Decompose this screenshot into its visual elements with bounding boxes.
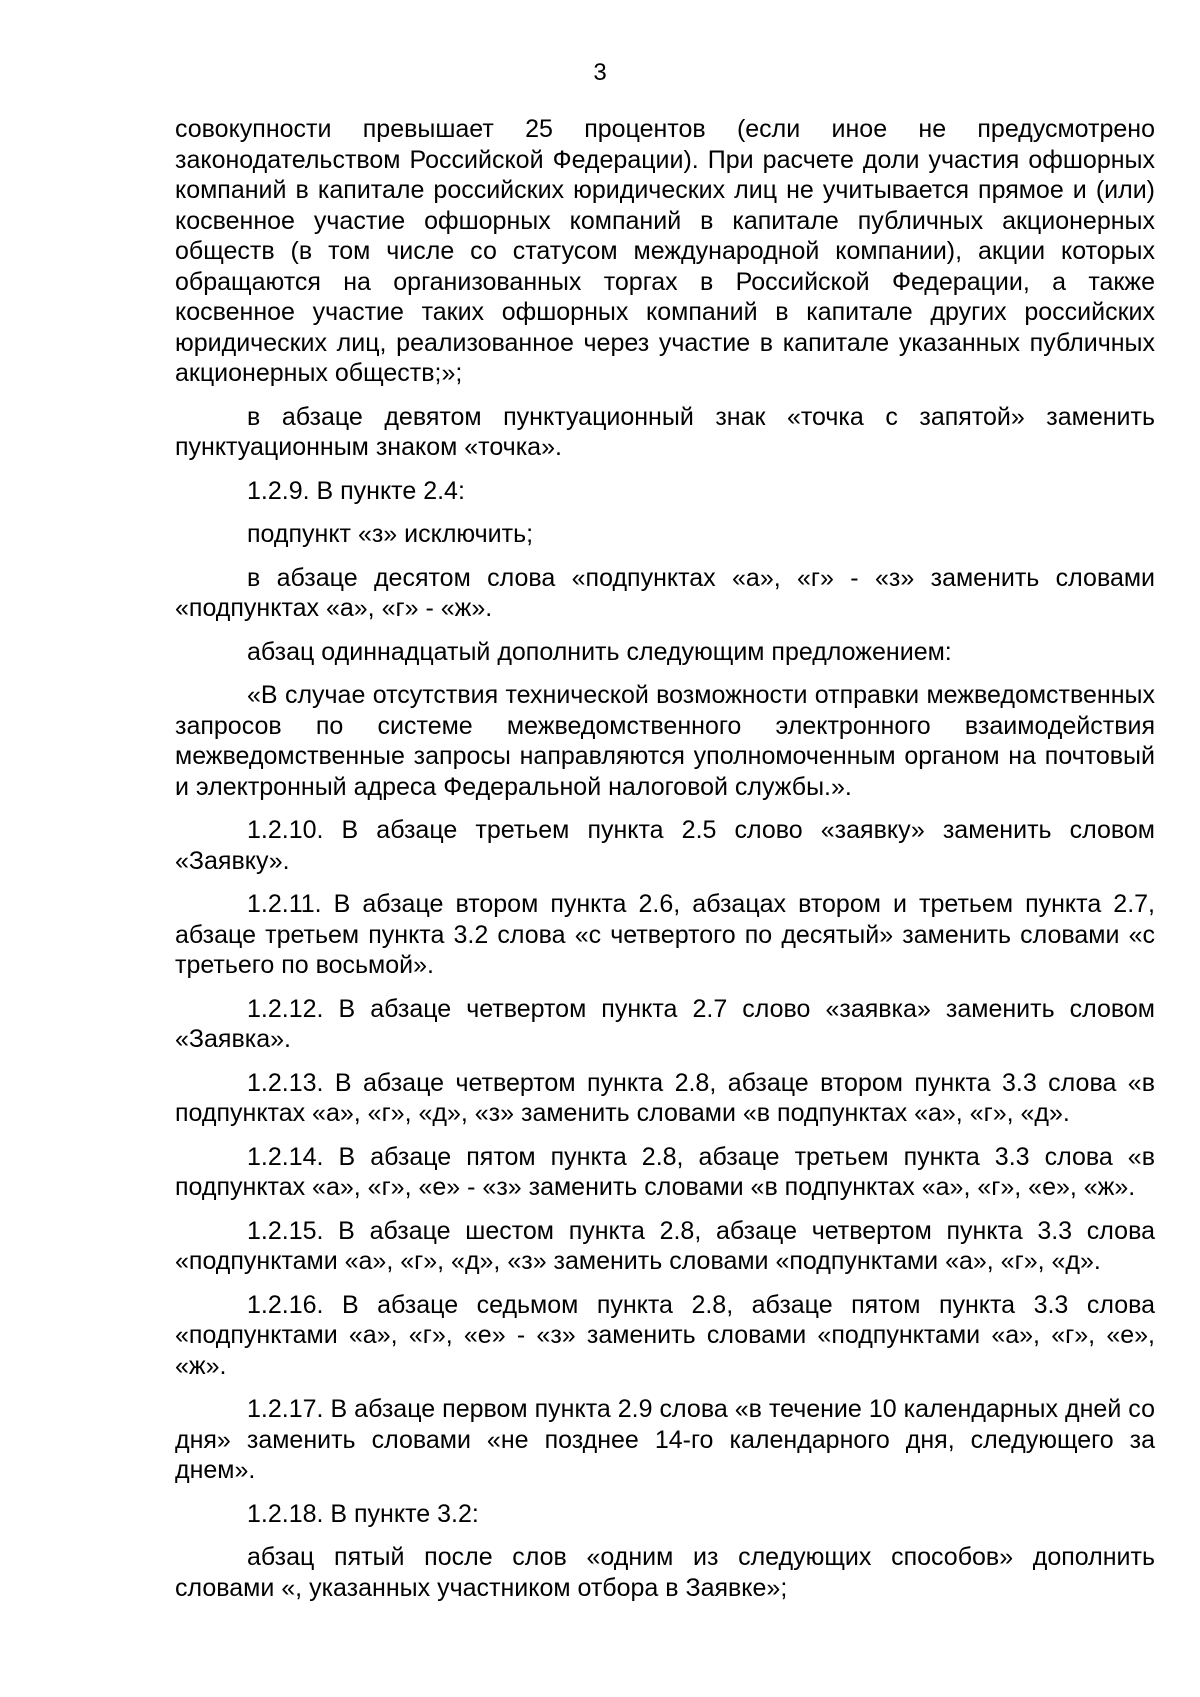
paragraph-1-2-15: 1.2.15. В абзаце шестом пункта 2.8, абзаце четвертом пункта 3.3 слова «подпунктами «а», «г», «д», «з» заменить словами «подпунктами «а», «г», «д». xyxy=(175,1216,1155,1275)
paragraph-1-2-17: 1.2.17. В абзаце первом пункта 2.9 слова «в течение 10 календарных дней со дня» заменить словами «не позднее 14-го календарного дня, следующего за днем». xyxy=(175,1395,1155,1484)
paragraph-1-2-9: 1.2.9. В пункте 2.4: xyxy=(247,476,465,505)
paragraph-fifth-abzac: абзац пятый после слов «одним из следующих способов» дополнить словами «, указанных участником отбора в Заявке»; xyxy=(175,1543,1155,1602)
paragraph-quoted-sentence: «В случае отсутствия технической возможности отправки межведомственных запросов по системе межведомственного электронного взаимодействия межведомственные запросы направляются уполномоченным органом на почтовый и электронный адреса Федеральной налоговой службы.». xyxy=(175,681,1155,801)
paragraph-1-2-11: 1.2.11. В абзаце втором пункта 2.6, абзацах втором и третьем пункта 2.7, абзаце третьем пункта 3.2 слова «с четвертого по десятый» заменить словами «с третьего по восьмой». xyxy=(175,890,1155,979)
paragraph-tenth-abzac: в абзаце десятом слова «подпунктах «а», «г» - «з» заменить словами «подпунктах «а», «г» - «ж». xyxy=(175,563,1155,622)
paragraph-ninth-abzac: в абзаце девятом пунктуационный знак «точка с запятой» заменить пунктуационным знаком «точка». xyxy=(175,402,1155,461)
paragraph-1-2-12: 1.2.12. В абзаце четвертом пункта 2.7 слово «заявка» заменить словом «Заявка». xyxy=(175,994,1155,1053)
paragraph-1-2-10: 1.2.10. В абзаце третьем пункта 2.5 слово «заявку» заменить словом «Заявку». xyxy=(175,816,1155,875)
paragraph-1-2-14: 1.2.14. В абзаце пятом пункта 2.8, абзаце третьем пункта 3.3 слова «в подпунктах «а», «г», «е» - «з» заменить словами «в подпунктах «а», «г», «е», «ж». xyxy=(175,1142,1155,1201)
page-number: 3 xyxy=(593,59,607,86)
document-body xyxy=(175,114,1155,1616)
paragraph-continuation: совокупности превышает 25 процентов (если иное не предусмотрено законодательством Российской Федерации). При расчете доли участия офшорных компаний в капитале российских юридических лиц не учитывается прямое и (или) косвенное участие офшорных компаний в капитале публичных акционерных обществ (в том числе со статусом международной компании), акции которых обращаются на организованных торгах в Российской Федерации, а также косвенное участие таких офшорных компаний в капитале других российских юридических лиц, реализованное через участие в капитале указанных публичных акционерных обществ;»; xyxy=(175,115,1155,387)
paragraph-eleventh-abzac: абзац одиннадцатый дополнить следующим предложением: xyxy=(247,637,952,666)
paragraph-1-2-18: 1.2.18. В пункте 3.2: xyxy=(247,1499,479,1528)
paragraph-subpoint-z: подпункт «з» исключить; xyxy=(247,520,534,548)
paragraph-1-2-13: 1.2.13. В абзаце четвертом пункта 2.8, абзаце втором пункта 3.3 слова «в подпунктах «а», «г», «д», «з» заменить словами «в подпунктах «а», «г», «д». xyxy=(175,1068,1155,1127)
paragraph-1-2-16: 1.2.16. В абзаце седьмом пункта 2.8, абзаце пятом пункта 3.3 слова «подпунктами «а», «г», «е» - «з» заменить словами «подпунктами «а», «г», «е», «ж». xyxy=(175,1290,1155,1380)
